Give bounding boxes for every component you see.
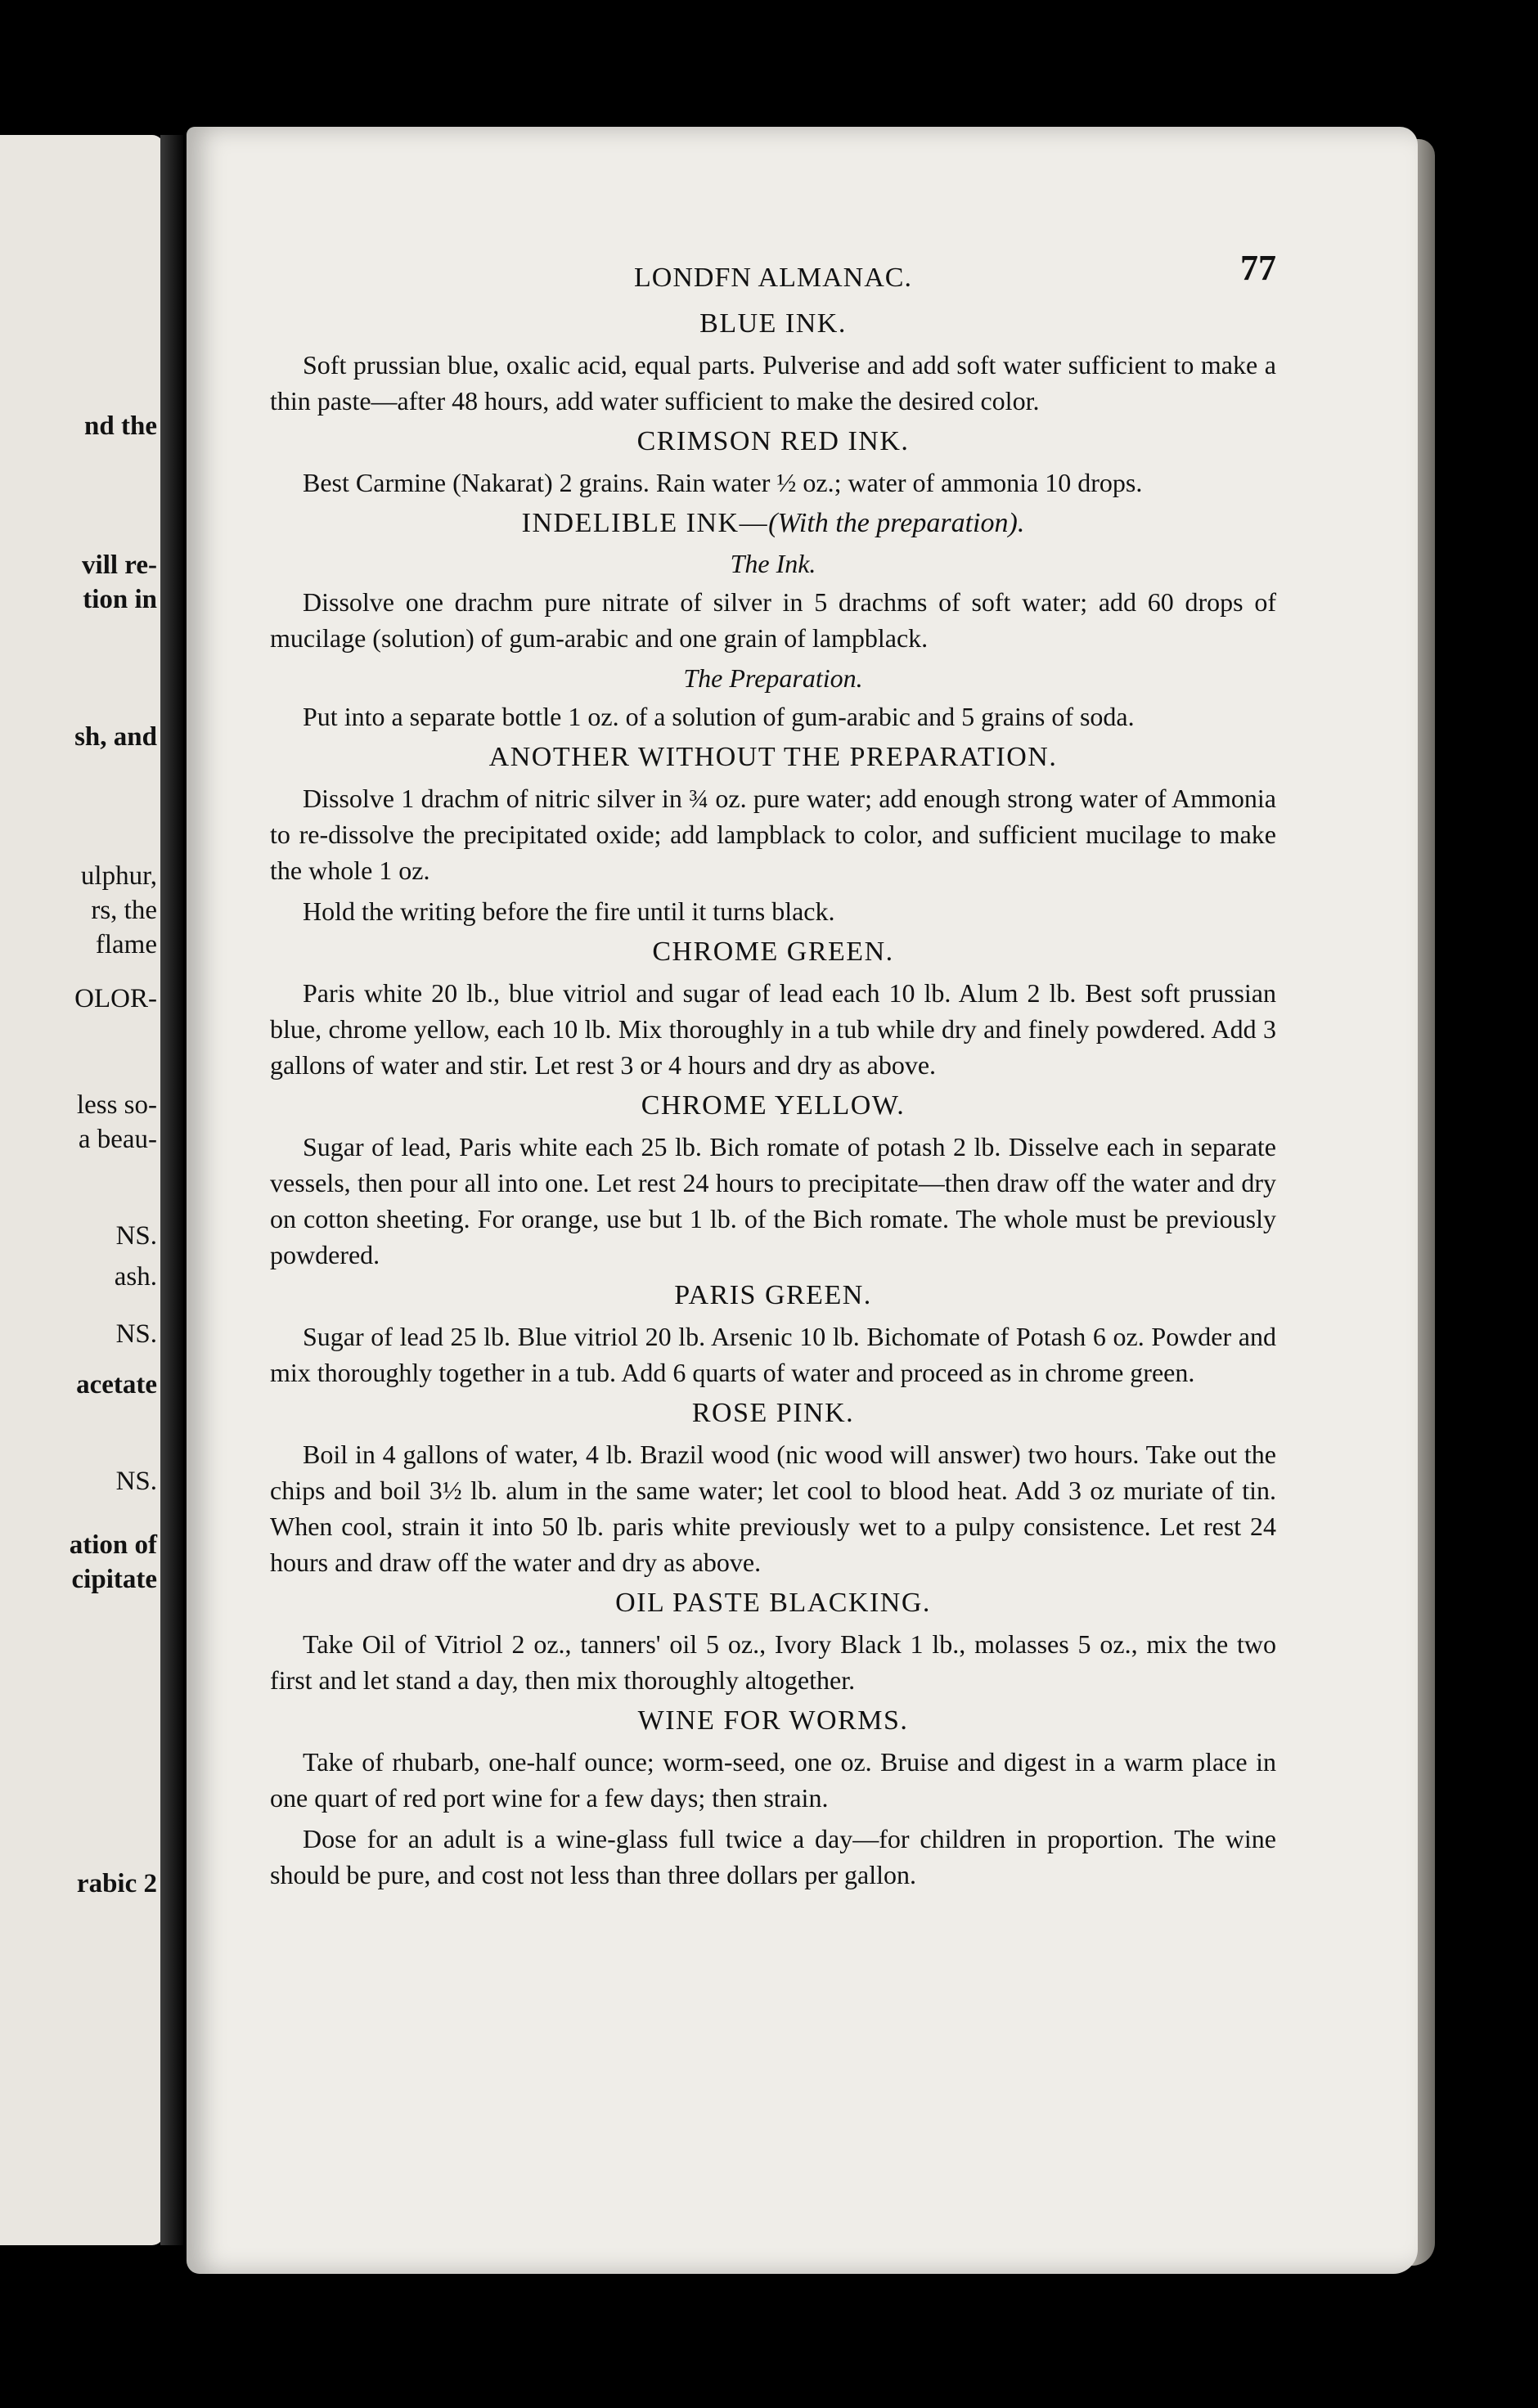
paragraph: Take Oil of Vitriol 2 oz., tanners' oil 5 oz., Ivory Black 1 lb., molasses 5 oz., mix the two first and let stand a day, then mix thoroughly altogether. [270,1629,1276,1695]
heading-italic-text: (With the preparation). [768,508,1025,538]
left-page-text: rabic 2 [76,1869,157,1898]
section-crimson-red-ink [270,424,1276,501]
section-paris-green [270,1278,1276,1390]
left-page-text: acetate [76,1370,157,1399]
left-page-fragment [0,135,164,2245]
left-page-text: flame [95,930,157,959]
left-page-text: a beau- [78,1125,157,1154]
left-page-text: NS. [115,1467,157,1496]
section-wine-for-worms [270,1703,1276,1893]
left-page-text: vill re- [82,550,157,580]
section-indelible-ink [270,505,1276,735]
subheading: The Ink. [730,549,816,578]
left-page-text: ulphur, [80,861,157,891]
paragraph: Best Carmine (Nakarat) 2 grains. Rain water ½ oz.; water of ammonia 10 drops. [303,468,1143,497]
left-page-text: sh, and [74,722,157,752]
left-page-text: rs, the [91,896,157,925]
section-heading: CHROME YELLOW. [641,1090,906,1121]
running-head-title: LONDFN ALMANAC. [634,263,912,293]
section-chrome-yellow [270,1088,1276,1273]
left-page-text: OLOR- [74,984,157,1013]
paragraph: Boil in 4 gallons of water, 4 lb. Brazil wood (nic wood will answer) two hours. Take out the chips and boil 3½ lb. alum in the same water; let cool to blood heat. Add 3 oz muriate of tin. When cool, strain it into 50 lb. paris white previously wet to a pulpy consistence. Let rest 24 hours and draw off the water and dry as above. [270,1440,1276,1577]
subheading: The Preparation. [683,663,863,693]
heading-text: INDELIBLE INK— [521,508,769,538]
section-heading [270,505,1276,541]
left-page-text: NS. [115,1319,157,1349]
left-page-text: cipitate [71,1565,157,1594]
left-page-text: tion in [83,585,157,614]
paragraph: Hold the writing before the fire until it turns black. [303,896,835,926]
paragraph: Put into a separate bottle 1 oz. of a solution of gum-arabic and 5 grains of soda. [303,702,1135,731]
paragraph: Dose for an adult is a wine-glass full twice a day—for children in proportion. The wine should be pure, and cost not less than three dollars per gallon. [270,1824,1276,1889]
paragraph: Soft prussian blue, oxalic acid, equal parts. Pulverise and add soft water sufficient to make a thin paste—after 48 hours, add water sufficient to make the desired color. [270,350,1276,416]
section-heading: WINE FOR WORMS. [637,1705,909,1736]
section-heading: CRIMSON RED INK. [636,426,910,456]
paragraph: Sugar of lead, Paris white each 25 lb. Bich romate of potash 2 lb. Disselve each in separate vessels, then pour all into one. Let rest 24 hours to precipitate—then draw off the water and dry on cotton sheeting. For orange, use but 1 lb. of the Bich romate. The whole must be previously powdered. [270,1132,1276,1269]
left-page-text: ash. [114,1262,157,1292]
section-heading: ROSE PINK. [691,1398,855,1428]
section-another-without-preparation [270,739,1276,929]
page-number: 77 [1240,248,1276,288]
page-content [270,245,1276,1898]
paragraph: Dissolve one drachm pure nitrate of silver in 5 drachms of soft water; add 60 drops of mucilage (solution) of gum-arabic and one grain of lampblack. [270,587,1276,653]
left-page-text: nd the [84,411,157,441]
left-page-text: ation of [69,1530,157,1560]
paragraph: Paris white 20 lb., blue vitriol and sugar of lead each 10 lb. Alum 2 lb. Best soft prussian blue, chrome yellow, each 10 lb. Mix thoroughly in a tub while dry and finely powdered. Add 3 gallons of water and stir. Let rest 3 or 4 hours and dry as above. [270,978,1276,1080]
section-blue-ink [270,306,1276,419]
section-heading: BLUE INK. [699,308,847,339]
section-heading: CHROME GREEN. [652,937,894,967]
paragraph: Dissolve 1 drachm of nitric silver in ¾ oz. pure water; add enough strong water of Ammonia to re-dissolve the precipitated oxide; add lampblack to color, and sufficient mucilage to make the whole 1 oz. [270,784,1276,885]
section-heading: PARIS GREEN. [674,1280,872,1310]
book-gutter [160,135,183,2245]
left-page-text: less so- [76,1090,157,1120]
section-heading: OIL PASTE BLACKING. [615,1588,931,1618]
section-oil-paste-blacking [270,1585,1276,1698]
section-chrome-green [270,934,1276,1083]
paragraph: Take of rhubarb, one-half ounce; worm-seed, one oz. Bruise and digest in a warm place in one quart of red port wine for a few days; then strain. [270,1747,1276,1813]
running-head [270,245,1276,303]
section-heading: ANOTHER WITHOUT THE PREPARATION. [488,742,1058,772]
paragraph: Sugar of lead 25 lb. Blue vitriol 20 lb. Arsenic 10 lb. Bichomate of Potash 6 oz. Powder and mix thoroughly together in a tub. Add 6 quarts of water and proceed as in chrome green. [270,1322,1276,1387]
section-rose-pink [270,1395,1276,1580]
left-page-text: NS. [115,1221,157,1251]
